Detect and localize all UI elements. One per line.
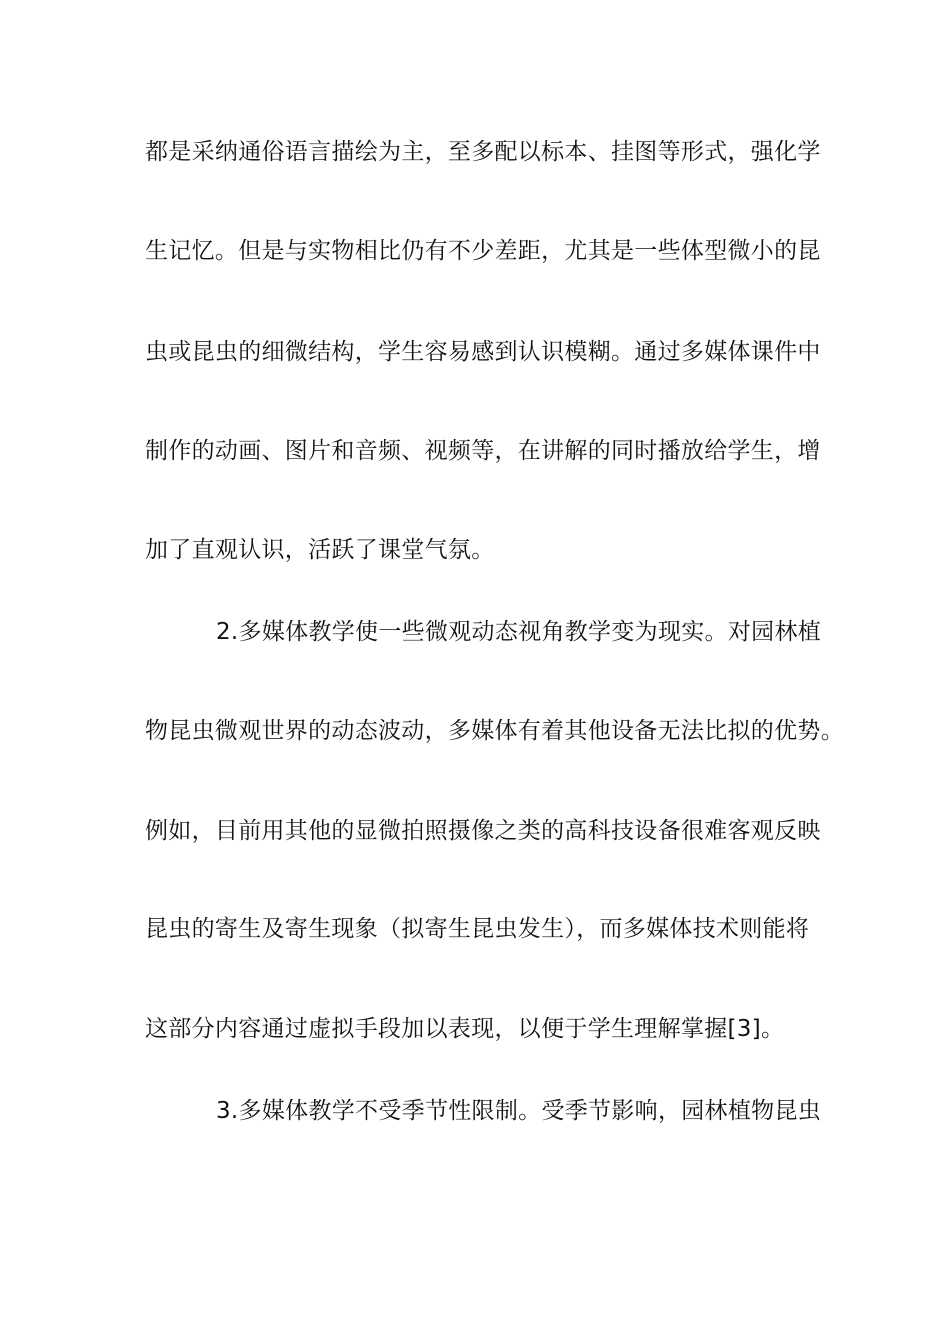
body-text-line: 加了直观认识，活跃了课堂气氛。 [145,537,495,563]
paragraph-heading-line: 3.多媒体教学不受季节性限制。受季节影响，园林植物昆虫 [216,1098,822,1124]
body-text-line: 这部分内容通过虚拟手段加以表现，以便于学生理解掌握[3]。 [145,1016,785,1042]
paragraph-heading-line: 2.多媒体教学使一些微观动态视角教学变为现实。对园林植 [216,619,822,645]
body-text-line: 制作的动画、图片和音频、视频等，在讲解的同时播放给学生，增 [145,438,821,464]
body-text-line: 都是采纳通俗语言描绘为主，至多配以标本、挂图等形式，强化学 [145,139,821,165]
body-text-line: 例如，目前用其他的显微拍照摄像之类的高科技设备很难客观反映 [145,818,821,844]
body-text-line: 虫或昆虫的细微结构，学生容易感到认识模糊。通过多媒体课件中 [145,339,821,365]
body-text-line: 昆虫的寄生及寄生现象（拟寄生昆虫发生），而多媒体技术则能将 [145,916,810,942]
body-text-line: 物昆虫微观世界的动态波动，多媒体有着其他设备无法比拟的优势。 [145,718,844,744]
body-text-line: 生记忆。但是与实物相比仍有不少差距，尤其是一些体型微小的昆 [145,238,821,264]
